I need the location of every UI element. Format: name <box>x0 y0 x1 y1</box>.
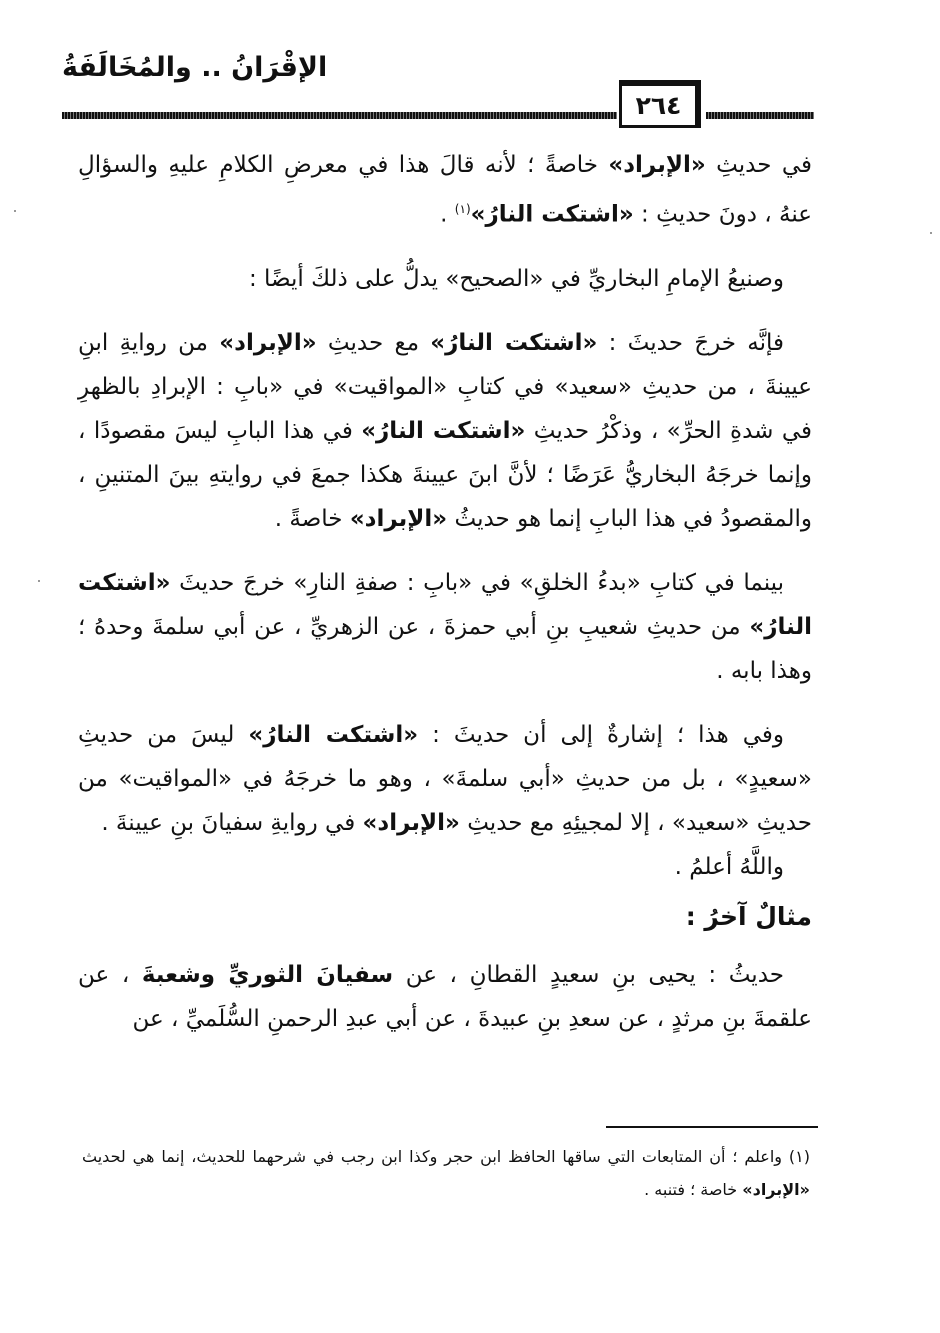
page-number: ٢٦٤ <box>619 80 701 128</box>
footnote-separator <box>606 1126 818 1128</box>
scan-speck <box>14 210 16 212</box>
footnote: (١) واعلم ؛ أن المتابعات التي ساقها الحافظ ابن حجر وكذا ابن رجب في شرحهما للحديث، إنما هي لحديث «الإبراد» خاصة ؛ فتنبه . <box>82 1147 810 1199</box>
section-heading: مثالٌ آخرُ : <box>685 901 812 931</box>
body-text <box>78 143 812 1041</box>
header-rule-right <box>706 112 814 119</box>
paragraph-1: في حديثِ «الإبراد» خاصةً ؛ لأنه قالَ هذا في معرضِ الكلامِ عليهِ والسؤالِ عنهُ ، دونَ حديثِ : «اشتكت النارُ»$^{(١)}$ . <box>78 152 812 228</box>
paragraph-6: واللَّهُ أعلمُ . <box>674 853 784 880</box>
paragraph-4: بينما في كتابِ «بدءُ الخلقِ» في «بابِ : صفةِ النارِ» خرجَ حديثَ «اشتكت النارُ» من حديثِ شعيبِ بنِ أبي حمزةَ ، عن الزهريِّ ، عن أبي سلمةَ وحدهُ ؛ وهذا بابه . <box>78 569 812 684</box>
paragraph-2: وصنيعُ الإمامِ البخاريِّ في «الصحيح» يدلُّ على ذلكَ أيضًا : <box>248 265 784 292</box>
running-header-title: الإقْرَانُ .. والمُخَالَفَةُ <box>62 52 328 83</box>
paragraph-5: وفي هذا ؛ إشارةٌ إلى أن حديثَ : «اشتكت النارُ» ليسَ من حديثِ «سعيدٍ» ، بل من حديثِ «أبي سلمةَ» ، وهو ما خرجَهُ في «المواقيت» من حديثِ «سعيد» ، إلا لمجيئِهِ مع حديثِ «الإبراد» في روايةِ سفيانَ بنِ عيينةَ . <box>78 721 812 836</box>
paragraph-3: فإنَّه خرجَ حديثَ : «اشتكت النارُ» مع حديثِ «الإبراد» من روايةِ ابنِ عيينةَ ، من حديثِ «سعيد» في كتابِ «المواقيت» في «بابِ : الإبرادِ بالظهرِ في شدةِ الحرِّ» ، وذكْرُ حديثِ «اشتكت النارُ» في هذا البابِ ليسَ مقصودًا ، وإنما خرجَهُ البخاريُّ عَرَضًا ؛ لأنَّ ابنَ عيينةَ هكذا جمعَ في روايتهِ بينَ المتنينِ ، والمقصودُ في هذا البابِ إنما هو حديثُ «الإبراد» خاصةً . <box>78 329 812 532</box>
scan-speck <box>38 580 40 582</box>
footnote-ref: (١) <box>454 202 471 216</box>
scan-speck <box>930 232 932 234</box>
header-rule-left <box>62 112 617 119</box>
paragraph-7: حديثُ : يحيى بنِ سعيدٍ القطانِ ، عن سفيانَ الثوريِّ وشعبةَ ، عن علقمةَ بنِ مرثدٍ ، عن سعدِ بنِ عبيدةَ ، عن أبي عبدِ الرحمنِ السُّلَميِّ ، عن <box>78 961 812 1032</box>
